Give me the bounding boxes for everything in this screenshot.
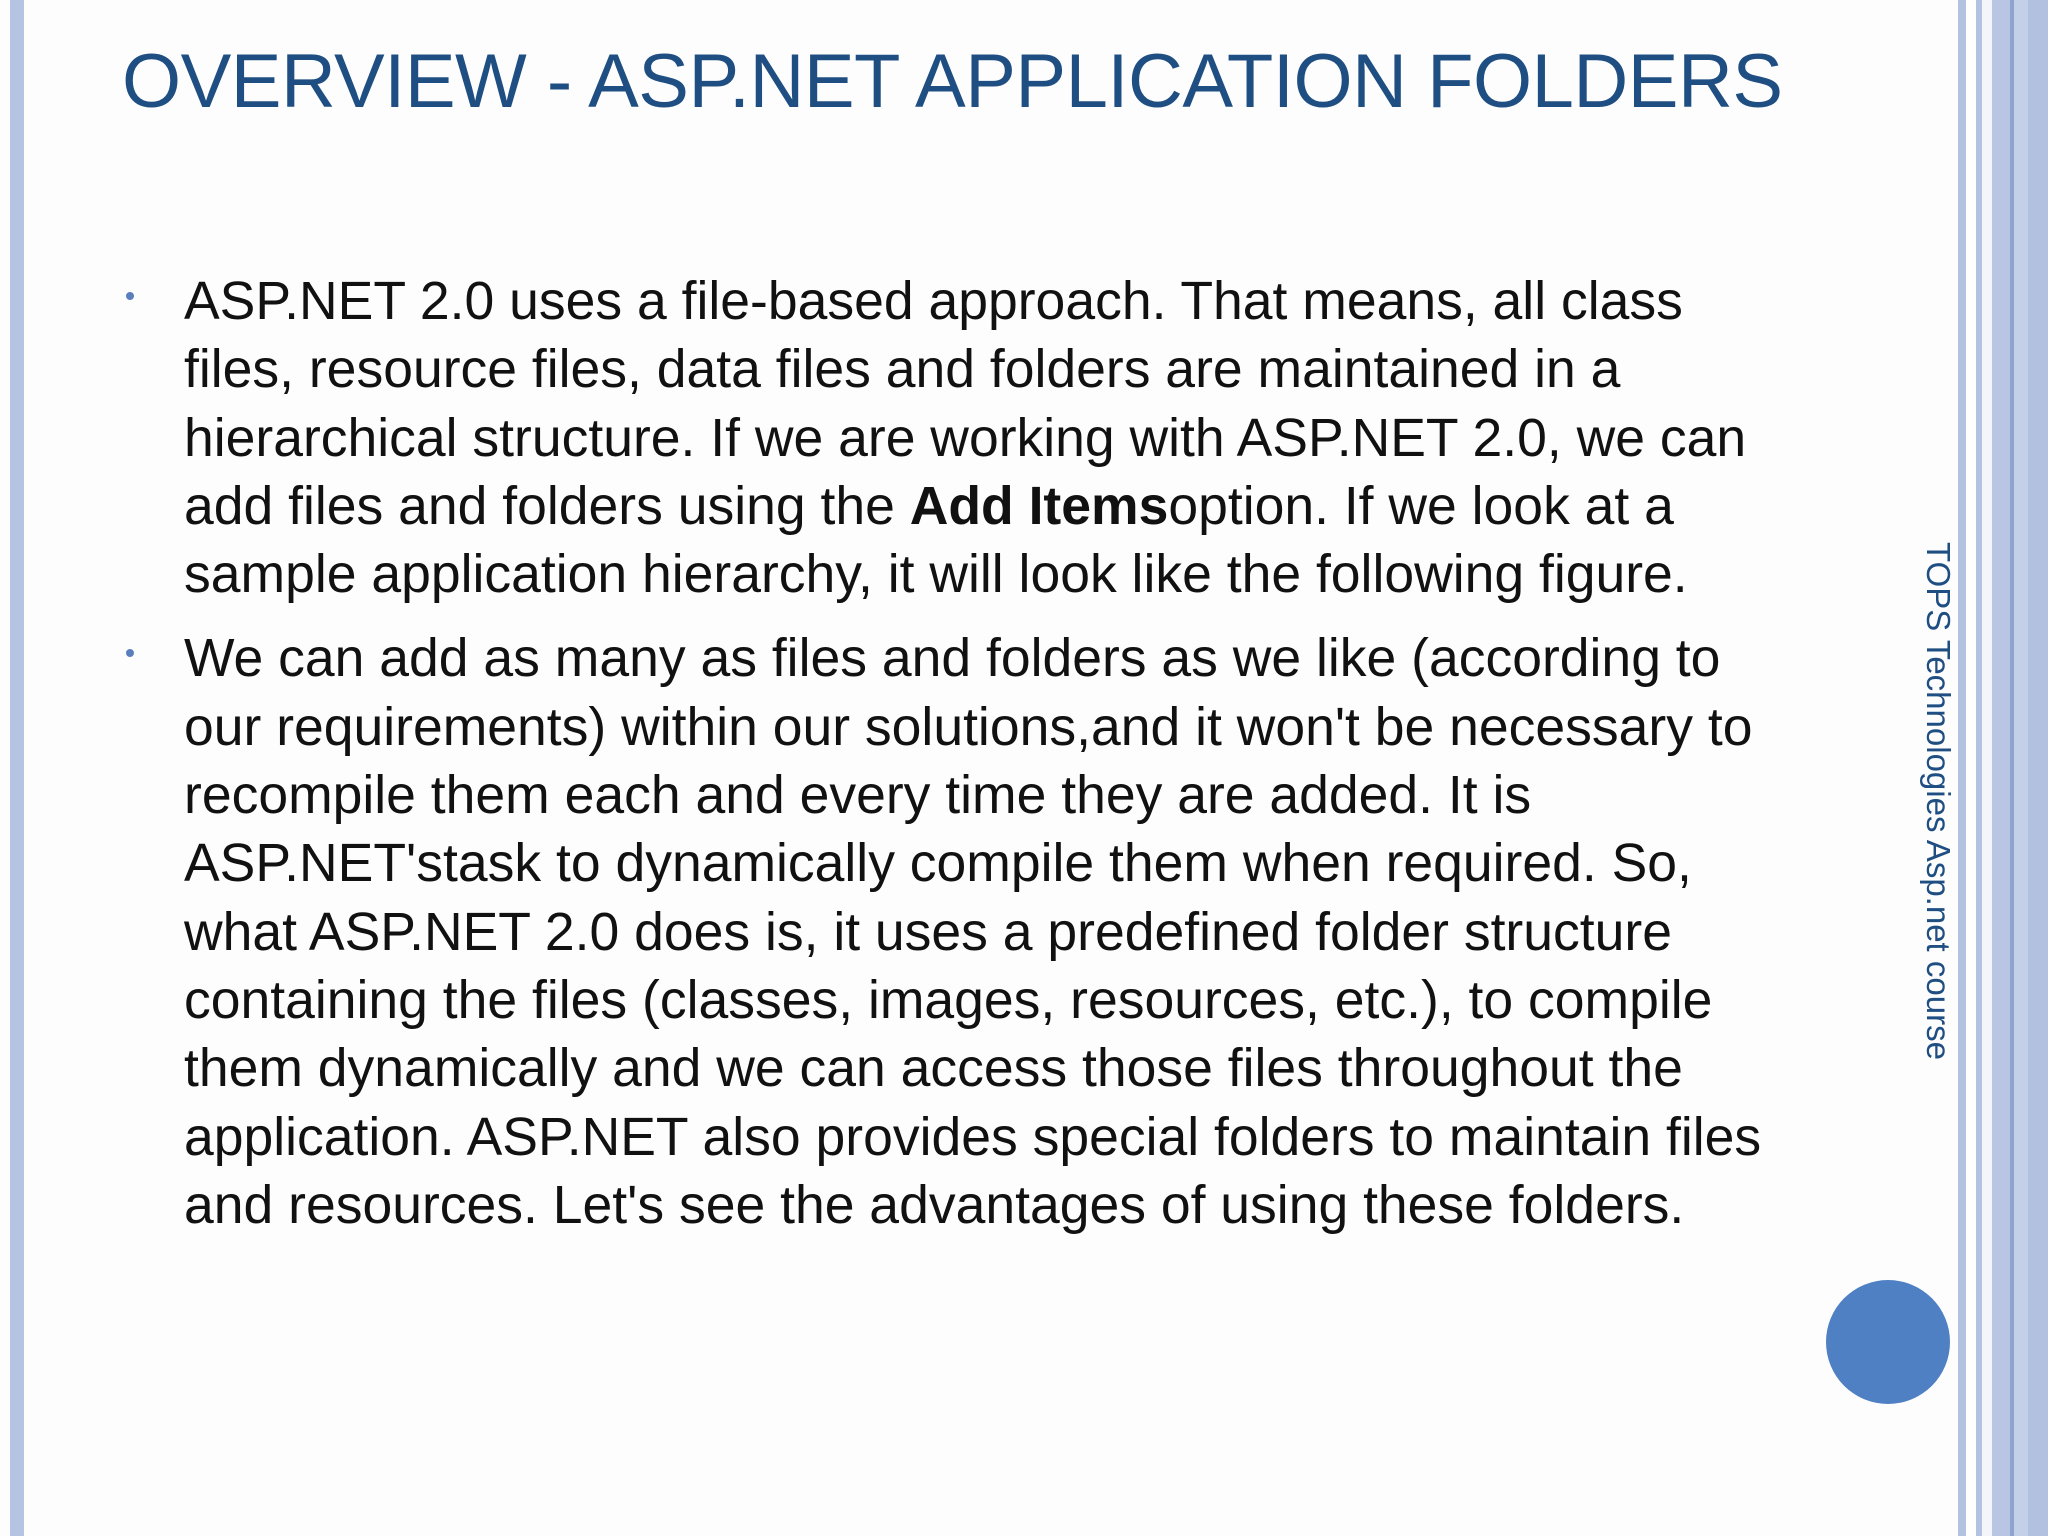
bullet-text: We can add as many as files and folders as we like (according to our requirements) within our solutions,and it won't be necessary to recompile them each and every time they are added. It is ASP.NET'stask to dynamically compile them when required. So, what ASP.NET 2.0 does is, it uses a predefined folder structure containing the files (classes, images, resources, etc.), to compile them dynamically and we can access those files throughout the application. ASP.NET also provides special folders to maintain files and resources. Let's see the advantages of using these folders. <box>184 629 1762 1235</box>
decorative-circle-icon <box>1826 1280 1950 1404</box>
bullet-text: option. If we look at a sample application hierarchy, it will look like the following figure. <box>184 476 1688 605</box>
bullet-list <box>184 268 1764 1256</box>
right-border-gap <box>1982 0 1992 1536</box>
right-border-stripe <box>1992 0 2010 1536</box>
right-border-stripe <box>2028 0 2048 1536</box>
slide-title: OVERVIEW - ASP.NET APPLICATION FOLDERS <box>122 39 1783 124</box>
right-border-gap <box>1966 0 1976 1536</box>
right-border-stripe <box>1958 0 1966 1536</box>
footer-vertical-label: TOPS Technologies Asp.net course <box>1920 542 1957 1060</box>
left-border-stripe <box>10 0 24 1536</box>
bullet-icon <box>126 292 134 300</box>
bullet-item <box>184 268 1764 609</box>
bullet-icon <box>126 649 134 657</box>
right-border-stripe <box>2014 0 2028 1536</box>
bullet-bold-text: Add Items <box>909 476 1169 536</box>
bullet-item <box>184 625 1764 1240</box>
bullet-text: ASP.NET 2.0 uses a file-based approach. That means, all class files, resource files, data files and folders are maintained in a hierarchical structure. If we are working with ASP.NET 2.0, we can add files and folders using the <box>184 272 1747 536</box>
